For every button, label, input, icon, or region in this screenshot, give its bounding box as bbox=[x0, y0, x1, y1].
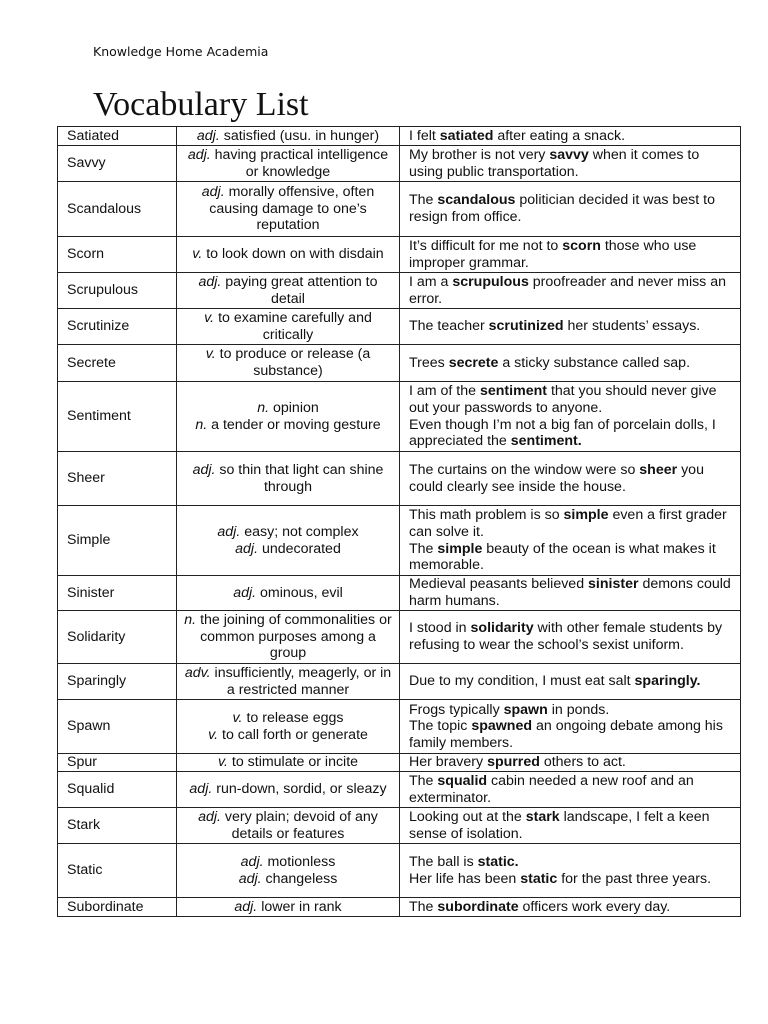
definition-text: motionless bbox=[263, 853, 336, 870]
definition-line bbox=[183, 585, 393, 602]
vocab-definition bbox=[177, 808, 400, 844]
definition-text: opinion bbox=[269, 399, 319, 416]
definition-text: paying great attention to detail bbox=[221, 273, 378, 307]
part-of-speech: adj. bbox=[198, 808, 221, 825]
definition-line bbox=[183, 147, 393, 180]
definition-line bbox=[183, 524, 393, 541]
part-of-speech: n. bbox=[257, 399, 270, 416]
vocab-word: Scorn bbox=[58, 237, 177, 273]
vocab-word: Stark bbox=[58, 808, 177, 844]
vocab-word: Solidarity bbox=[58, 611, 177, 664]
part-of-speech: v. bbox=[204, 309, 215, 326]
example-text: with other female students by refusing to wear the school’s sexist uniform. bbox=[409, 620, 723, 653]
example-text: I am of the bbox=[409, 383, 480, 400]
example-sentence bbox=[409, 773, 734, 806]
definition-text: having practical intelligence or knowledge bbox=[210, 146, 389, 180]
example-text: Trees bbox=[409, 354, 449, 371]
vocab-example bbox=[400, 898, 741, 917]
definition-text: very plain; devoid of any details or features bbox=[220, 808, 378, 842]
definition-text: to look down on with disdain bbox=[202, 246, 384, 263]
vocab-example bbox=[400, 844, 741, 898]
example-sentence bbox=[409, 147, 734, 180]
vocab-definition bbox=[177, 382, 400, 452]
part-of-speech: adj. bbox=[196, 127, 220, 144]
definition-line bbox=[183, 665, 393, 698]
vocab-definition bbox=[177, 664, 400, 700]
example-sentence bbox=[409, 871, 734, 888]
vocab-definition bbox=[177, 237, 400, 273]
vocabulary-table bbox=[57, 126, 741, 917]
example-text: that you should never give out your passwords to anyone. bbox=[409, 383, 717, 416]
vocab-example bbox=[400, 382, 741, 452]
definition-line bbox=[183, 128, 393, 145]
table-row bbox=[58, 700, 741, 754]
example-sentence bbox=[409, 383, 734, 416]
definition-text: changeless bbox=[261, 870, 338, 887]
example-text: This math problem is so bbox=[409, 507, 564, 524]
highlighted-word: subordinate bbox=[437, 898, 519, 915]
example-text: The bbox=[409, 192, 438, 209]
part-of-speech: v. bbox=[232, 709, 243, 726]
vocab-word: Scrutinize bbox=[58, 309, 177, 345]
example-text: My brother is not very bbox=[409, 146, 550, 163]
example-sentence bbox=[409, 417, 734, 450]
part-of-speech: adj. bbox=[235, 540, 259, 557]
definition-text: a tender or moving gesture bbox=[207, 416, 381, 433]
definition-text: to call forth or generate bbox=[218, 726, 368, 743]
example-text: Even though I’m not a big fan of porcelain dolls, I appreciated the bbox=[409, 416, 716, 450]
vocab-word: Sentiment bbox=[58, 382, 177, 452]
example-text: landscape, I felt a keen sense of isolation. bbox=[409, 808, 710, 842]
vocab-definition bbox=[177, 700, 400, 754]
example-text: Looking out at the bbox=[409, 808, 526, 825]
example-text: even a first grader can solve it. bbox=[409, 507, 727, 540]
vocab-example bbox=[400, 808, 741, 844]
example-text: The teacher bbox=[409, 318, 489, 335]
table-row bbox=[58, 309, 741, 345]
highlighted-word: spawn bbox=[503, 701, 548, 718]
highlighted-word: savvy bbox=[549, 146, 589, 163]
highlighted-word: scandalous bbox=[437, 192, 516, 209]
vocab-word: Sinister bbox=[58, 576, 177, 611]
definition-line bbox=[183, 710, 393, 727]
example-text: Frogs typically bbox=[409, 701, 504, 718]
vocab-example bbox=[400, 182, 741, 237]
example-sentence bbox=[409, 899, 734, 916]
vocab-definition bbox=[177, 182, 400, 237]
example-text: It’s difficult for me not to bbox=[409, 237, 563, 254]
table-row bbox=[58, 127, 741, 146]
highlighted-word: secrete bbox=[448, 354, 499, 371]
definition-line bbox=[183, 809, 393, 842]
definition-line bbox=[183, 274, 393, 307]
example-text: officers work every day. bbox=[518, 898, 671, 915]
highlighted-word: solidarity bbox=[470, 620, 534, 637]
definition-text: run-down, sordid, or sleazy bbox=[212, 781, 387, 798]
highlighted-word: sinister bbox=[588, 576, 639, 593]
part-of-speech: adj. bbox=[217, 523, 241, 540]
definition-line bbox=[183, 854, 393, 871]
part-of-speech: adv. bbox=[184, 664, 211, 681]
table-row bbox=[58, 452, 741, 506]
example-sentence bbox=[409, 754, 734, 771]
vocab-definition bbox=[177, 506, 400, 576]
example-text: Her life has been bbox=[409, 870, 521, 887]
definition-line bbox=[183, 417, 393, 434]
vocab-word: Scandalous bbox=[58, 182, 177, 237]
highlighted-word: scrutinized bbox=[488, 318, 564, 335]
example-text: I stood in bbox=[409, 620, 471, 637]
part-of-speech: adj. bbox=[187, 146, 211, 163]
example-sentence bbox=[409, 541, 734, 574]
vocab-definition bbox=[177, 772, 400, 808]
highlighted-word: simple bbox=[563, 507, 609, 524]
definition-text: insufficiently, meagerly, or in a restricted manner bbox=[210, 664, 392, 698]
definition-text: ominous, evil bbox=[256, 584, 343, 601]
page-title: Vocabulary List bbox=[93, 86, 309, 123]
example-sentence bbox=[409, 128, 734, 145]
vocab-word: Subordinate bbox=[58, 898, 177, 917]
definition-line bbox=[183, 727, 393, 744]
example-text: after eating a snack. bbox=[493, 127, 626, 144]
example-sentence bbox=[409, 620, 734, 653]
vocab-example bbox=[400, 576, 741, 611]
example-sentence bbox=[409, 718, 734, 751]
highlighted-word: sparingly. bbox=[634, 673, 701, 690]
example-text: I am a bbox=[409, 273, 453, 290]
example-sentence bbox=[409, 318, 734, 335]
highlighted-word: sentiment bbox=[479, 383, 547, 400]
example-text: an ongoing debate among his family members. bbox=[409, 718, 723, 751]
definition-line bbox=[183, 871, 393, 888]
table-row bbox=[58, 808, 741, 844]
highlighted-word: scrupulous bbox=[452, 273, 529, 290]
vocab-example bbox=[400, 273, 741, 309]
example-text: you could clearly see inside the house. bbox=[409, 461, 704, 495]
definition-line bbox=[183, 400, 393, 417]
example-text: Medieval peasants believed bbox=[409, 576, 589, 593]
example-sentence bbox=[409, 355, 734, 372]
part-of-speech: v. bbox=[217, 754, 228, 771]
table-row bbox=[58, 237, 741, 273]
definition-line bbox=[183, 541, 393, 558]
example-text: The bbox=[409, 772, 438, 789]
definition-text: to produce or release (a substance) bbox=[215, 346, 371, 379]
vocab-word: Savvy bbox=[58, 146, 177, 182]
definition-text: to release eggs bbox=[242, 709, 344, 726]
vocab-definition bbox=[177, 452, 400, 506]
table-row bbox=[58, 506, 741, 576]
example-text: a sticky substance called sap. bbox=[498, 354, 691, 371]
part-of-speech: adj. bbox=[233, 584, 257, 601]
example-text: politician decided it was best to resign from office. bbox=[409, 192, 715, 225]
vocab-example bbox=[400, 754, 741, 772]
definition-line bbox=[183, 310, 393, 343]
example-text: for the past three years. bbox=[557, 870, 712, 887]
example-text: when it comes to using public transportation. bbox=[409, 146, 700, 180]
definition-text: so thin that light can shine through bbox=[215, 461, 384, 495]
vocab-definition bbox=[177, 146, 400, 182]
table-row bbox=[58, 345, 741, 382]
definition-text: morally offensive, often causing damage to one’s reputation bbox=[209, 184, 375, 234]
highlighted-word: scorn bbox=[562, 237, 601, 254]
example-sentence bbox=[409, 462, 734, 495]
example-sentence bbox=[409, 809, 734, 842]
example-sentence bbox=[409, 507, 734, 540]
definition-text: the joining of commonalities or common purposes among a group bbox=[196, 612, 392, 662]
example-text: those who use improper grammar. bbox=[409, 237, 697, 271]
part-of-speech: adj. bbox=[198, 273, 222, 290]
vocab-word: Squalid bbox=[58, 772, 177, 808]
table-row bbox=[58, 611, 741, 664]
vocab-example bbox=[400, 127, 741, 146]
table-row bbox=[58, 772, 741, 808]
part-of-speech: adj. bbox=[234, 898, 258, 915]
example-sentence bbox=[409, 192, 734, 225]
table-row bbox=[58, 576, 741, 611]
highlighted-word: static. bbox=[477, 853, 519, 870]
example-text: Due to my condition, I must eat salt bbox=[409, 673, 635, 690]
example-text: demons could harm humans. bbox=[409, 576, 731, 609]
vocab-example bbox=[400, 345, 741, 382]
vocab-definition bbox=[177, 611, 400, 664]
definition-line bbox=[183, 754, 393, 771]
definition-line bbox=[183, 781, 393, 798]
vocab-example bbox=[400, 237, 741, 273]
vocab-word: Satiated bbox=[58, 127, 177, 146]
definition-line bbox=[183, 612, 393, 662]
vocab-word: Static bbox=[58, 844, 177, 898]
highlighted-word: squalid bbox=[437, 772, 488, 789]
vocab-example bbox=[400, 452, 741, 506]
table-row bbox=[58, 898, 741, 917]
definition-line bbox=[183, 462, 393, 495]
table-row bbox=[58, 182, 741, 237]
table-row bbox=[58, 382, 741, 452]
definition-text: lower in rank bbox=[257, 898, 342, 915]
vocab-definition bbox=[177, 309, 400, 345]
vocab-word: Sheer bbox=[58, 452, 177, 506]
vocab-word: Scrupulous bbox=[58, 273, 177, 309]
vocab-definition bbox=[177, 576, 400, 611]
vocab-definition bbox=[177, 127, 400, 146]
vocab-definition bbox=[177, 844, 400, 898]
definition-text: satisfied (usu. in hunger) bbox=[219, 127, 380, 144]
example-sentence bbox=[409, 238, 734, 271]
part-of-speech: adj. bbox=[192, 461, 216, 478]
part-of-speech: n. bbox=[184, 612, 197, 629]
vocabulary-table-body bbox=[58, 127, 741, 917]
vocab-example bbox=[400, 146, 741, 182]
example-text: The bbox=[409, 540, 438, 557]
definition-line bbox=[183, 246, 393, 263]
example-text: beauty of the ocean is what makes it memorable. bbox=[409, 540, 716, 574]
definition-text: easy; not complex bbox=[240, 523, 359, 540]
definition-text: to stimulate or incite bbox=[227, 754, 359, 771]
example-text: I felt bbox=[409, 127, 440, 144]
example-text: The ball is bbox=[409, 853, 478, 870]
vocab-example bbox=[400, 309, 741, 345]
example-text: her students’ essays. bbox=[563, 318, 701, 335]
part-of-speech: v. bbox=[192, 246, 203, 263]
example-sentence bbox=[409, 274, 734, 307]
page-header: Knowledge Home Academia bbox=[93, 44, 269, 59]
example-text: Her bravery bbox=[409, 754, 488, 771]
highlighted-word: simple bbox=[437, 540, 483, 557]
highlighted-word: static bbox=[520, 870, 558, 887]
highlighted-word: sheer bbox=[639, 461, 678, 478]
definition-line bbox=[183, 346, 393, 379]
vocab-definition bbox=[177, 273, 400, 309]
vocab-example bbox=[400, 700, 741, 754]
table-row bbox=[58, 146, 741, 182]
vocab-example bbox=[400, 664, 741, 700]
highlighted-word: satiated bbox=[439, 127, 494, 144]
table-row bbox=[58, 844, 741, 898]
example-sentence bbox=[409, 702, 734, 719]
vocab-definition bbox=[177, 898, 400, 917]
table-row bbox=[58, 754, 741, 772]
part-of-speech: adj. bbox=[189, 781, 213, 798]
table-row bbox=[58, 273, 741, 309]
vocab-definition bbox=[177, 754, 400, 772]
vocab-word: Spur bbox=[58, 754, 177, 772]
example-sentence bbox=[409, 576, 734, 609]
vocab-example bbox=[400, 611, 741, 664]
example-text: cabin needed a new roof and an exterminator. bbox=[409, 772, 694, 806]
definition-line bbox=[183, 184, 393, 234]
example-text: The bbox=[409, 898, 438, 915]
highlighted-word: stark bbox=[525, 808, 560, 825]
part-of-speech: adj. bbox=[240, 853, 264, 870]
vocab-definition bbox=[177, 345, 400, 382]
example-sentence bbox=[409, 854, 734, 871]
example-text: The topic bbox=[409, 718, 472, 735]
highlighted-word: sentiment. bbox=[510, 433, 582, 450]
vocab-example bbox=[400, 772, 741, 808]
example-text: in ponds. bbox=[547, 701, 610, 718]
highlighted-word: spawned bbox=[471, 718, 533, 735]
part-of-speech: v. bbox=[208, 726, 219, 743]
example-text: others to act. bbox=[539, 754, 626, 771]
example-text: proofreader and never miss an error. bbox=[409, 273, 727, 307]
part-of-speech: v. bbox=[205, 346, 216, 363]
vocab-word: Secrete bbox=[58, 345, 177, 382]
vocab-word: Spawn bbox=[58, 700, 177, 754]
table-row bbox=[58, 664, 741, 700]
definition-text: to examine carefully and critically bbox=[214, 309, 372, 343]
part-of-speech: n. bbox=[195, 416, 208, 433]
part-of-speech: adj. bbox=[201, 184, 225, 201]
definition-text: undecorated bbox=[258, 540, 341, 557]
example-sentence bbox=[409, 673, 734, 690]
vocab-word: Simple bbox=[58, 506, 177, 576]
definition-line bbox=[183, 899, 393, 916]
example-text: The curtains on the window were so bbox=[409, 461, 640, 478]
vocab-word: Sparingly bbox=[58, 664, 177, 700]
part-of-speech: adj. bbox=[238, 870, 262, 887]
vocab-example bbox=[400, 506, 741, 576]
highlighted-word: spurred bbox=[487, 754, 540, 771]
